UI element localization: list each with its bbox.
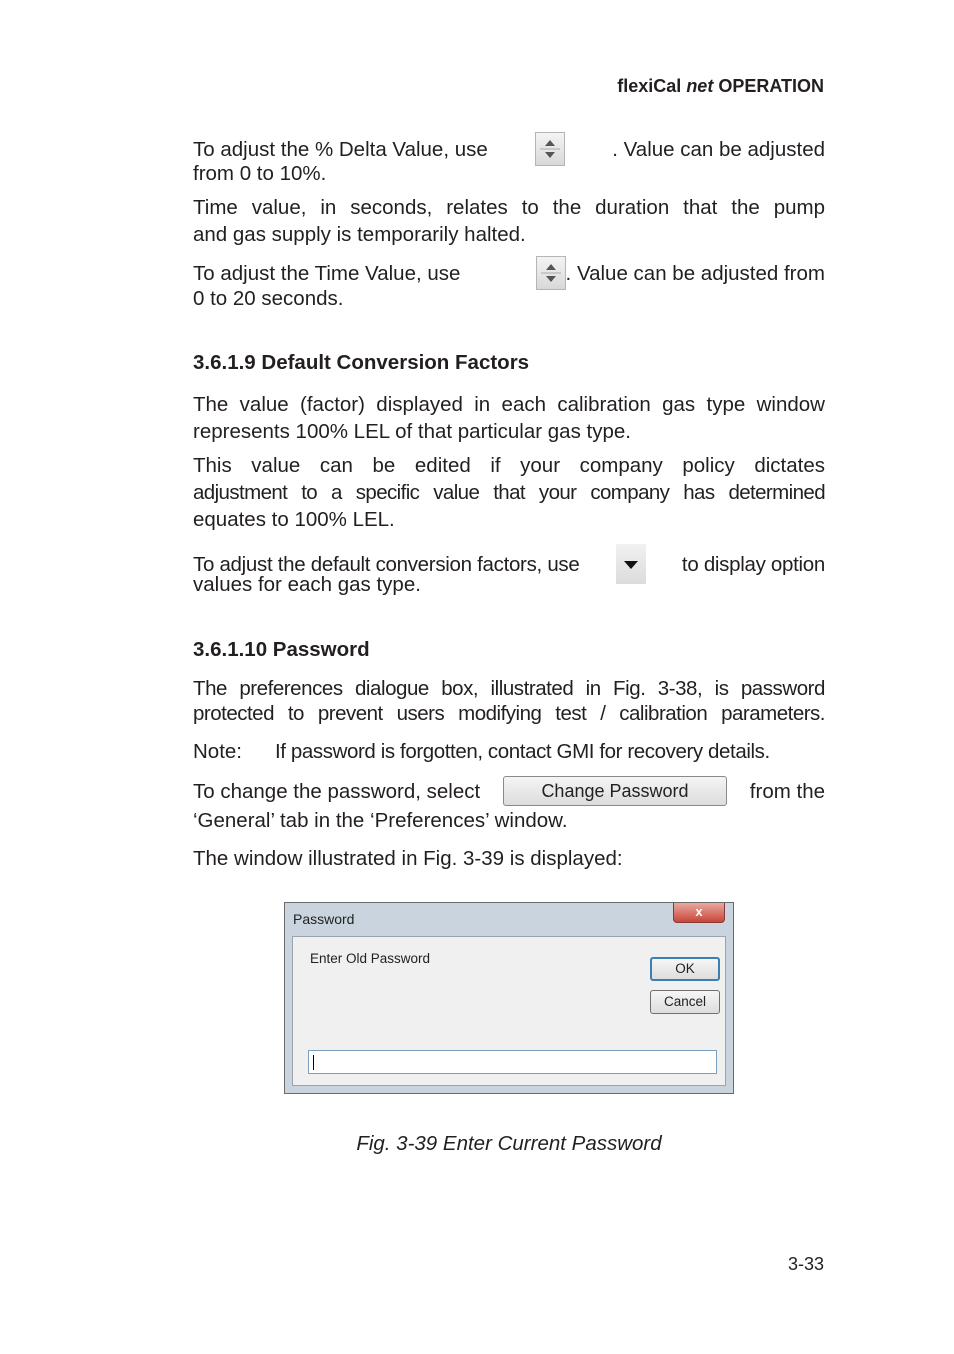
section-heading-default-conversion: 3.6.1.9 Default Conversion Factors — [193, 351, 530, 374]
change-password-line1: To change the password, select Change Password from the — [193, 776, 825, 806]
password-p1-line1: The preferences dialogue box, illustrated in Fig. 3-38, is password — [193, 677, 825, 700]
note-text: If password is forgotten, contact GMI for recovery details. — [275, 740, 770, 763]
old-password-input[interactable] — [308, 1050, 717, 1074]
change-password-line2: ‘General’ tab in the ‘Preferences’ window. — [193, 809, 568, 832]
section-heading-password: 3.6.1.10 Password — [193, 638, 370, 661]
time-paragraph-line1: Time value, in seconds, relates to the duration that the pump — [193, 196, 825, 219]
dialog-title: Password — [293, 911, 355, 927]
delta-paragraph-line2: from 0 to 10%. — [193, 162, 327, 185]
note-label: Note: — [193, 740, 242, 763]
delta-paragraph-line1: To adjust the % Delta Value, use . Value can be adjusted — [193, 132, 825, 166]
dialog-body — [292, 936, 726, 1086]
header-brand-italic: net — [686, 76, 714, 96]
password-dialog — [284, 902, 734, 1094]
header-brand: flexiCal — [617, 76, 682, 96]
default-p2-line2: adjustment to a specific value that your company has determined — [193, 481, 825, 504]
dialog-prompt: Enter Old Password — [310, 951, 431, 966]
time-adjust-line1: To adjust the Time Value, use . Value can be adjusted from — [193, 256, 825, 290]
default-p3-line2: values for each gas type. — [193, 573, 421, 596]
default-p1-line2: represents 100% LEL of that particular gas type. — [193, 420, 631, 443]
time-paragraph-line2: and gas supply is temporarily halted. — [193, 223, 526, 246]
change-password-button: Change Password — [503, 776, 727, 806]
running-header — [617, 76, 824, 97]
default-p2-line3: equates to 100% LEL. — [193, 508, 395, 531]
default-p2-line1: This value can be edited if your company policy dictates — [193, 454, 825, 477]
password-p1-line2: protected to prevent users modifying test / calibration parameters. — [193, 702, 825, 725]
note-line — [193, 738, 825, 765]
time-adjust-line2: 0 to 20 seconds. — [193, 287, 344, 310]
close-icon[interactable]: x — [673, 903, 725, 923]
text-caret — [313, 1055, 314, 1070]
default-p1-line1: The value (factor) displayed in each calibration gas type window — [193, 393, 825, 416]
ok-button[interactable]: OK — [650, 957, 720, 981]
default-p3-line1: To adjust the default conversion factors, use to display option — [193, 544, 825, 584]
header-section: OPERATION — [718, 76, 824, 96]
window-intro-line: The window illustrated in Fig. 3-39 is displayed: — [193, 847, 623, 870]
page-number: 3-33 — [787, 1254, 824, 1274]
cancel-button[interactable]: Cancel — [650, 990, 720, 1014]
figure-caption: Fig. 3-39 Enter Current Password — [356, 1132, 662, 1155]
